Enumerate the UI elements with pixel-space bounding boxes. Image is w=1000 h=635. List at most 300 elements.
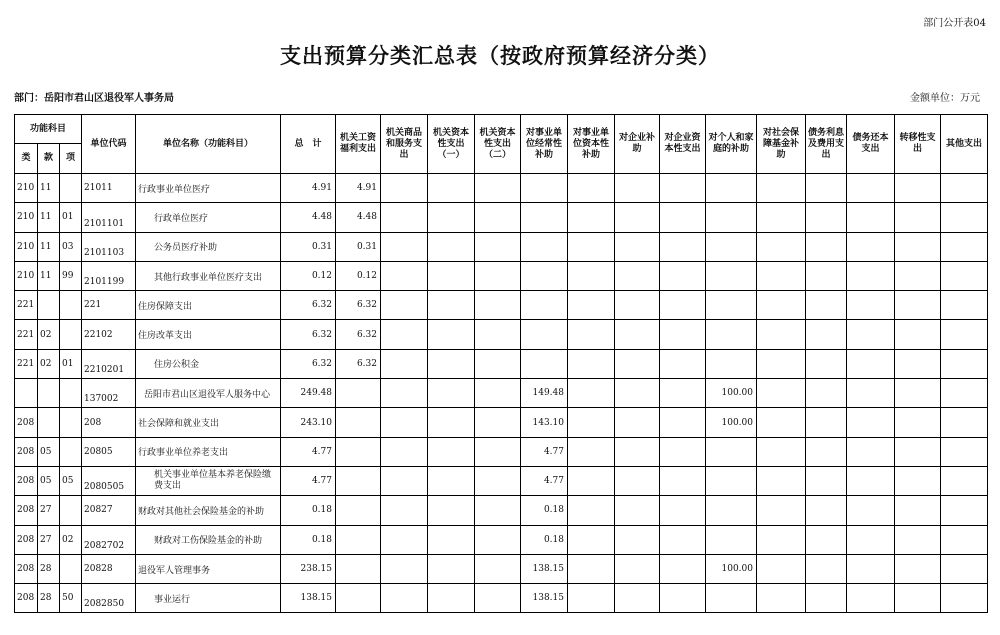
cell-unit-code: 20805: [82, 437, 136, 466]
cell-lei: 210: [15, 261, 38, 290]
cell-c6: [568, 379, 615, 408]
cell-c8: [660, 174, 706, 203]
cell-c8: [660, 496, 706, 525]
cell-c11: [806, 525, 847, 554]
header-c10: 对社会保障基金补助: [757, 115, 806, 174]
cell-total: 4.77: [281, 466, 336, 495]
table-row: [15, 379, 988, 408]
department-label: 部门：岳阳市君山区退役军人事务局: [14, 93, 174, 104]
cell-c2: [381, 379, 428, 408]
cell-c6: [568, 466, 615, 495]
cell-c8: [660, 232, 706, 261]
cell-c1: [336, 496, 381, 525]
cell-c11: [806, 320, 847, 349]
cell-unit-code: 2101101: [82, 203, 136, 232]
cell-c11: [806, 466, 847, 495]
cell-total: 0.18: [281, 496, 336, 525]
cell-c12: [847, 554, 895, 583]
header-c9: 对个人和家庭的补助: [706, 115, 757, 174]
cell-c9: [706, 232, 757, 261]
cell-lei: 208: [15, 466, 38, 495]
header-total: 总 计: [281, 115, 336, 174]
cell-c14: [941, 320, 988, 349]
cell-c3: [428, 203, 475, 232]
cell-c5: 0.18: [521, 496, 568, 525]
cell-total: 0.12: [281, 261, 336, 290]
cell-unit-name: 事业运行: [136, 584, 281, 613]
cell-c5: 4.77: [521, 466, 568, 495]
table-row: [15, 525, 988, 554]
cell-total: 4.48: [281, 203, 336, 232]
cell-c5: 0.18: [521, 525, 568, 554]
cell-c5: [521, 349, 568, 378]
cell-c13: [895, 349, 941, 378]
cell-xiang: [60, 291, 82, 320]
cell-c7: [615, 496, 660, 525]
cell-c13: [895, 437, 941, 466]
cell-c8: [660, 466, 706, 495]
cell-unit-code: 137002: [82, 379, 136, 408]
cell-unit-code: 221: [82, 291, 136, 320]
table-row: [15, 584, 988, 613]
cell-c9: [706, 291, 757, 320]
cell-c14: [941, 232, 988, 261]
table-row: [15, 496, 988, 525]
cell-lei: 208: [15, 584, 38, 613]
cell-total: 6.32: [281, 320, 336, 349]
header-c13: 转移性支出: [895, 115, 941, 174]
cell-c8: [660, 525, 706, 554]
cell-xiang: 05: [60, 466, 82, 495]
cell-c12: [847, 584, 895, 613]
cell-c12: [847, 261, 895, 290]
cell-c5: 143.10: [521, 408, 568, 437]
cell-total: 4.77: [281, 437, 336, 466]
cell-c1: [336, 379, 381, 408]
cell-unit-name: 社会保障和就业支出: [136, 408, 281, 437]
cell-c10: [757, 379, 806, 408]
header-c8: 对企业资本性支出: [660, 115, 706, 174]
cell-c3: [428, 525, 475, 554]
cell-kuan: 02: [38, 349, 60, 378]
cell-c13: [895, 174, 941, 203]
cell-c6: [568, 261, 615, 290]
cell-c10: [757, 408, 806, 437]
cell-c5: [521, 320, 568, 349]
cell-c13: [895, 320, 941, 349]
cell-unit-name: 财政对其他社会保险基金的补助: [136, 496, 281, 525]
cell-c3: [428, 291, 475, 320]
cell-c2: [381, 437, 428, 466]
cell-c10: [757, 261, 806, 290]
cell-unit-code: 22102: [82, 320, 136, 349]
cell-c11: [806, 203, 847, 232]
cell-c6: [568, 408, 615, 437]
cell-total: 0.18: [281, 525, 336, 554]
cell-kuan: 05: [38, 466, 60, 495]
cell-c2: [381, 232, 428, 261]
header-c7: 对企业补助: [615, 115, 660, 174]
cell-c7: [615, 379, 660, 408]
cell-kuan: 27: [38, 496, 60, 525]
cell-c12: [847, 349, 895, 378]
cell-kuan: 27: [38, 525, 60, 554]
cell-c14: [941, 525, 988, 554]
cell-c1: [336, 408, 381, 437]
cell-c9: [706, 320, 757, 349]
table-row: [15, 203, 988, 232]
cell-unit-name: 行政事业单位医疗: [136, 174, 281, 203]
cell-c1: 0.12: [336, 261, 381, 290]
cell-total: 138.15: [281, 584, 336, 613]
cell-c9: [706, 174, 757, 203]
header-func-subject: 功能科目: [15, 115, 82, 144]
cell-c11: [806, 349, 847, 378]
header-c1: 机关工资福利支出: [336, 115, 381, 174]
table-row: [15, 261, 988, 290]
header-c3: 机关资本性支出（一）: [428, 115, 475, 174]
cell-unit-code: 2082702: [82, 525, 136, 554]
cell-c14: [941, 174, 988, 203]
cell-unit-code: 2080505: [82, 466, 136, 495]
cell-c2: [381, 554, 428, 583]
cell-c13: [895, 232, 941, 261]
cell-c14: [941, 291, 988, 320]
cell-c14: [941, 584, 988, 613]
cell-kuan: [38, 291, 60, 320]
cell-c1: 4.91: [336, 174, 381, 203]
cell-c8: [660, 554, 706, 583]
cell-c7: [615, 174, 660, 203]
cell-c9: 100.00: [706, 408, 757, 437]
cell-unit-code: 20827: [82, 496, 136, 525]
form-number: 部门公开表04: [923, 18, 986, 29]
cell-c5: [521, 261, 568, 290]
cell-c2: [381, 291, 428, 320]
cell-c14: [941, 349, 988, 378]
table-row: [15, 232, 988, 261]
cell-c13: [895, 525, 941, 554]
cell-c7: [615, 554, 660, 583]
cell-total: 243.10: [281, 408, 336, 437]
cell-c1: 0.31: [336, 232, 381, 261]
cell-unit-name: 行政事业单位养老支出: [136, 437, 281, 466]
header-unit-name: 单位名称（功能科目）: [136, 115, 281, 174]
cell-unit-name: 公务员医疗补助: [136, 232, 281, 261]
cell-c4: [475, 525, 521, 554]
cell-c11: [806, 261, 847, 290]
cell-unit-name: 住房公积金: [136, 349, 281, 378]
cell-c14: [941, 437, 988, 466]
cell-total: 6.32: [281, 291, 336, 320]
cell-c2: [381, 496, 428, 525]
cell-c8: [660, 437, 706, 466]
cell-c9: [706, 466, 757, 495]
cell-c13: [895, 466, 941, 495]
cell-unit-name: 其他行政事业单位医疗支出: [136, 261, 281, 290]
cell-kuan: [38, 408, 60, 437]
cell-c1: [336, 466, 381, 495]
cell-c5: 138.15: [521, 584, 568, 613]
cell-unit-name: 岳阳市君山区退役军人服务中心: [136, 379, 281, 408]
cell-kuan: 11: [38, 174, 60, 203]
cell-c5: [521, 232, 568, 261]
cell-c6: [568, 525, 615, 554]
cell-c13: [895, 584, 941, 613]
cell-c13: [895, 496, 941, 525]
cell-c11: [806, 437, 847, 466]
header-c11: 债务利息及费用支出: [806, 115, 847, 174]
cell-lei: 208: [15, 408, 38, 437]
cell-c2: [381, 349, 428, 378]
cell-c10: [757, 496, 806, 525]
cell-c2: [381, 584, 428, 613]
cell-c14: [941, 379, 988, 408]
cell-c7: [615, 525, 660, 554]
cell-kuan: 28: [38, 554, 60, 583]
table-row: [15, 437, 988, 466]
cell-c1: [336, 554, 381, 583]
cell-xiang: 01: [60, 203, 82, 232]
table-row: [15, 554, 988, 583]
cell-c12: [847, 379, 895, 408]
cell-c8: [660, 584, 706, 613]
cell-c6: [568, 496, 615, 525]
cell-c2: [381, 320, 428, 349]
cell-c3: [428, 554, 475, 583]
cell-xiang: 99: [60, 261, 82, 290]
header-kuan: 款: [38, 144, 60, 174]
cell-xiang: [60, 554, 82, 583]
cell-c12: [847, 525, 895, 554]
cell-unit-code: 2101103: [82, 232, 136, 261]
cell-xiang: [60, 174, 82, 203]
header-xiang: 项: [60, 144, 82, 174]
cell-c9: [706, 261, 757, 290]
cell-unit-code: 2101199: [82, 261, 136, 290]
cell-c4: [475, 291, 521, 320]
cell-c5: [521, 174, 568, 203]
cell-c10: [757, 349, 806, 378]
cell-lei: 210: [15, 174, 38, 203]
page-title: 支出预算分类汇总表（按政府预算经济分类）: [280, 43, 720, 68]
cell-kuan: 11: [38, 232, 60, 261]
table-row: [15, 408, 988, 437]
cell-c1: 6.32: [336, 320, 381, 349]
cell-c7: [615, 349, 660, 378]
cell-c9: [706, 203, 757, 232]
cell-c13: [895, 379, 941, 408]
cell-c10: [757, 174, 806, 203]
header-unit-code: 单位代码: [82, 115, 136, 174]
cell-c9: [706, 525, 757, 554]
cell-c9: [706, 584, 757, 613]
cell-kuan: 11: [38, 203, 60, 232]
cell-xiang: [60, 408, 82, 437]
cell-c11: [806, 232, 847, 261]
cell-c11: [806, 174, 847, 203]
cell-total: 238.15: [281, 554, 336, 583]
cell-c10: [757, 584, 806, 613]
cell-c7: [615, 320, 660, 349]
cell-c3: [428, 584, 475, 613]
cell-c8: [660, 408, 706, 437]
cell-c6: [568, 203, 615, 232]
cell-lei: 210: [15, 203, 38, 232]
cell-c9: [706, 437, 757, 466]
cell-xiang: 03: [60, 232, 82, 261]
cell-c3: [428, 379, 475, 408]
cell-xiang: 01: [60, 349, 82, 378]
cell-c4: [475, 466, 521, 495]
cell-c5: 138.15: [521, 554, 568, 583]
cell-c7: [615, 203, 660, 232]
cell-c5: [521, 291, 568, 320]
cell-c14: [941, 554, 988, 583]
cell-c9: 100.00: [706, 554, 757, 583]
cell-kuan: 28: [38, 584, 60, 613]
cell-c1: 6.32: [336, 349, 381, 378]
cell-c8: [660, 203, 706, 232]
cell-c10: [757, 525, 806, 554]
cell-xiang: [60, 320, 82, 349]
header-c6: 对事业单位资本性补助: [568, 115, 615, 174]
cell-c6: [568, 291, 615, 320]
cell-c11: [806, 408, 847, 437]
header-c4: 机关资本性支出（二）: [475, 115, 521, 174]
cell-kuan: 02: [38, 320, 60, 349]
cell-c8: [660, 261, 706, 290]
cell-c8: [660, 349, 706, 378]
cell-c1: 4.48: [336, 203, 381, 232]
cell-c7: [615, 291, 660, 320]
cell-c3: [428, 437, 475, 466]
cell-lei: 221: [15, 349, 38, 378]
cell-c8: [660, 379, 706, 408]
cell-c4: [475, 584, 521, 613]
cell-c13: [895, 554, 941, 583]
cell-c6: [568, 437, 615, 466]
cell-c4: [475, 496, 521, 525]
cell-c11: [806, 496, 847, 525]
cell-lei: 210: [15, 232, 38, 261]
cell-c12: [847, 496, 895, 525]
cell-lei: 208: [15, 554, 38, 583]
cell-c6: [568, 349, 615, 378]
cell-unit-code: 208: [82, 408, 136, 437]
cell-c14: [941, 496, 988, 525]
cell-c2: [381, 525, 428, 554]
cell-c6: [568, 320, 615, 349]
cell-unit-name: 退役军人管理事务: [136, 554, 281, 583]
cell-c8: [660, 291, 706, 320]
cell-lei: 221: [15, 320, 38, 349]
cell-c5: [521, 203, 568, 232]
cell-c10: [757, 203, 806, 232]
cell-c4: [475, 232, 521, 261]
cell-c3: [428, 261, 475, 290]
cell-c10: [757, 554, 806, 583]
cell-c2: [381, 174, 428, 203]
cell-unit-name: 住房改革支出: [136, 320, 281, 349]
cell-c1: [336, 525, 381, 554]
cell-c14: [941, 466, 988, 495]
cell-c13: [895, 261, 941, 290]
table-row: [15, 320, 988, 349]
cell-c9: [706, 496, 757, 525]
cell-lei: [15, 379, 38, 408]
cell-c12: [847, 466, 895, 495]
cell-c4: [475, 437, 521, 466]
cell-c3: [428, 174, 475, 203]
cell-c7: [615, 466, 660, 495]
header-c5: 对事业单位经常性补助: [521, 115, 568, 174]
cell-c3: [428, 496, 475, 525]
cell-c7: [615, 408, 660, 437]
cell-c3: [428, 408, 475, 437]
cell-c13: [895, 291, 941, 320]
cell-c10: [757, 437, 806, 466]
cell-c12: [847, 320, 895, 349]
cell-lei: 208: [15, 437, 38, 466]
cell-c3: [428, 320, 475, 349]
cell-c7: [615, 261, 660, 290]
table-row: [15, 174, 988, 203]
cell-c2: [381, 408, 428, 437]
cell-unit-name: 财政对工伤保险基金的补助: [136, 525, 281, 554]
cell-c4: [475, 174, 521, 203]
cell-c8: [660, 320, 706, 349]
header-c2: 机关商品和服务支出: [381, 115, 428, 174]
cell-kuan: [38, 379, 60, 408]
cell-unit-code: 2082850: [82, 584, 136, 613]
cell-c13: [895, 203, 941, 232]
cell-c2: [381, 203, 428, 232]
cell-c3: [428, 349, 475, 378]
cell-c7: [615, 232, 660, 261]
cell-c5: 149.48: [521, 379, 568, 408]
header-c14: 其他支出: [941, 115, 988, 174]
cell-c4: [475, 554, 521, 583]
header-c12: 债务还本支出: [847, 115, 895, 174]
cell-c4: [475, 379, 521, 408]
table-row: [15, 291, 988, 320]
cell-c10: [757, 466, 806, 495]
cell-xiang: [60, 496, 82, 525]
cell-c10: [757, 232, 806, 261]
cell-lei: 208: [15, 496, 38, 525]
cell-xiang: [60, 379, 82, 408]
cell-c1: 6.32: [336, 291, 381, 320]
cell-unit-name: 住房保障支出: [136, 291, 281, 320]
cell-c12: [847, 174, 895, 203]
cell-c7: [615, 437, 660, 466]
cell-c2: [381, 261, 428, 290]
cell-c12: [847, 408, 895, 437]
cell-unit-code: 20828: [82, 554, 136, 583]
cell-c4: [475, 408, 521, 437]
cell-c14: [941, 203, 988, 232]
cell-unit-name: 行政单位医疗: [136, 203, 281, 232]
cell-total: 6.32: [281, 349, 336, 378]
table-row: [15, 349, 988, 378]
amount-unit-label: 金额单位：万元: [910, 93, 980, 104]
cell-c13: [895, 408, 941, 437]
cell-c11: [806, 291, 847, 320]
cell-lei: 208: [15, 525, 38, 554]
cell-c6: [568, 174, 615, 203]
cell-c12: [847, 291, 895, 320]
